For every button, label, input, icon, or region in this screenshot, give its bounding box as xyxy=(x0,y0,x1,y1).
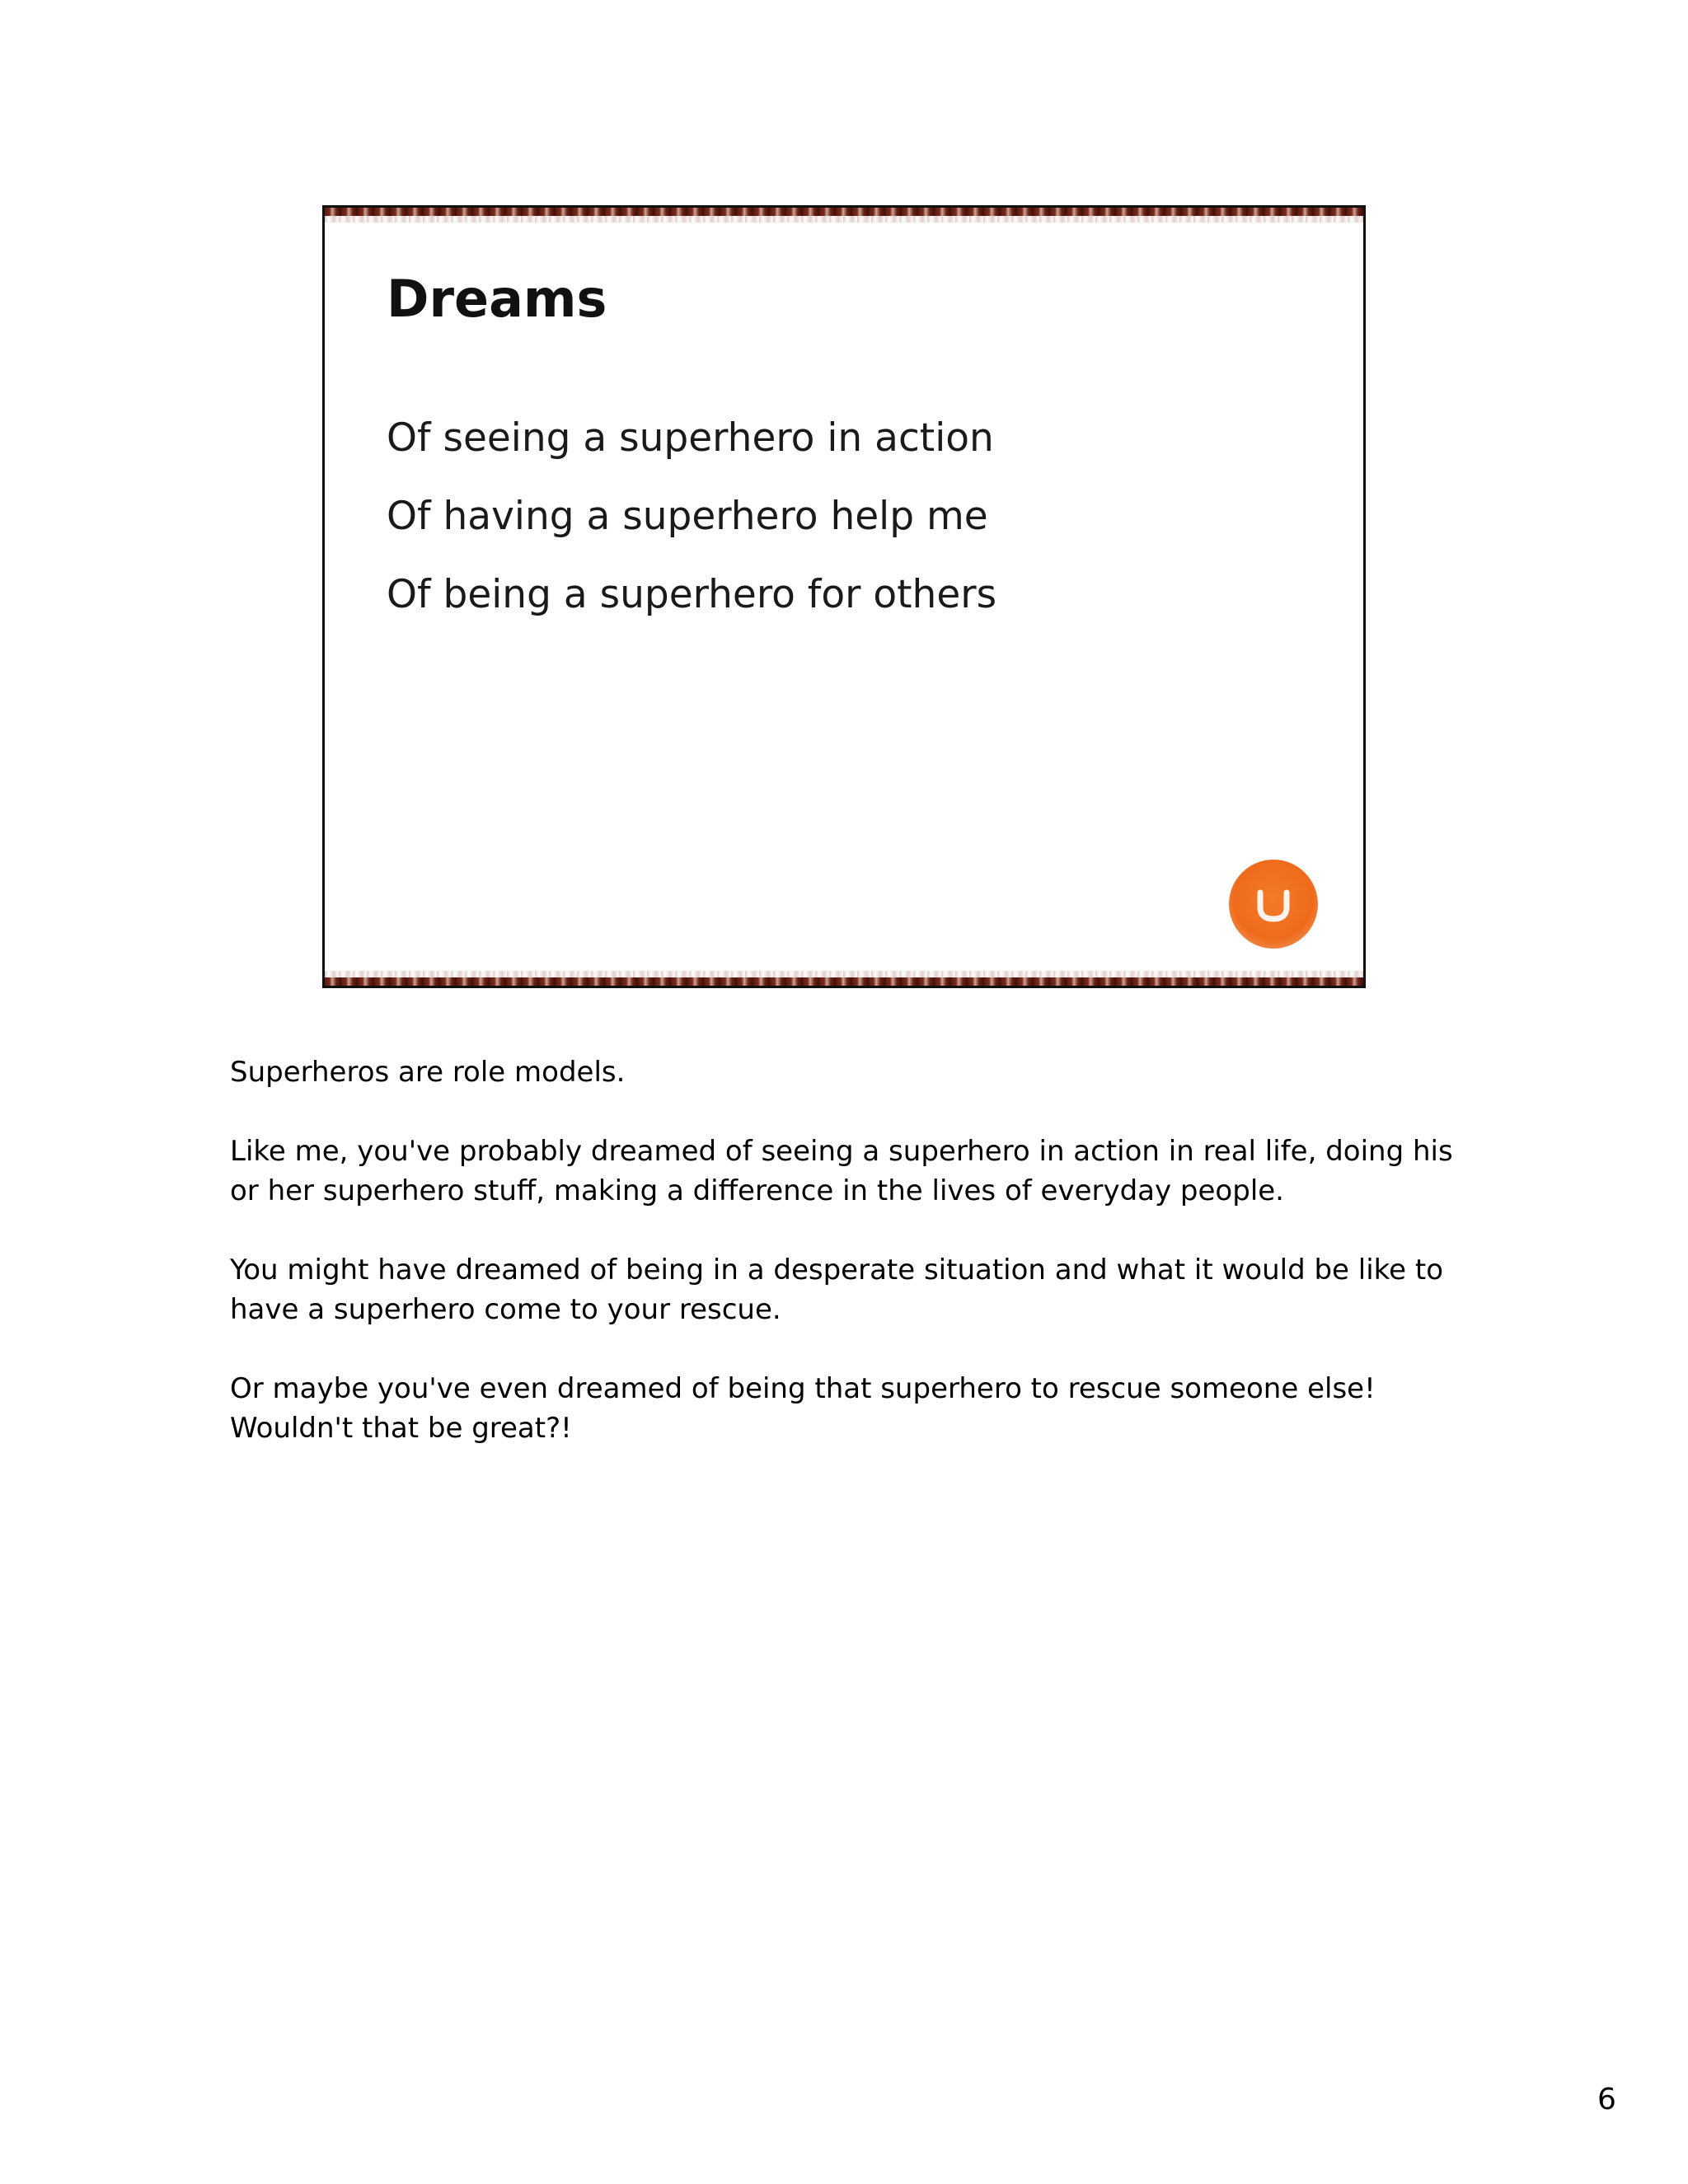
notes-paragraph: You might have dreamed of being in a desperate situation and what it would be like to have a superhero come to your rescue. xyxy=(230,1254,1443,1326)
smile-logo-icon xyxy=(1229,860,1318,949)
speaker-notes xyxy=(230,1052,1466,1488)
notes-paragraph: Superheros are role models. xyxy=(230,1056,626,1089)
slide-bottom-border xyxy=(325,977,1363,986)
slide-title: Dreams xyxy=(387,269,607,329)
slide-bullet-list xyxy=(387,399,996,634)
slide-bullet: Of having a superhero help me xyxy=(387,494,988,539)
slide-top-border xyxy=(325,208,1363,216)
notes-paragraph: Like me, you've probably dreamed of seeing a superhero in action in real life, doing his or her superhero stuff, making a difference in the lives of everyday people. xyxy=(230,1135,1453,1207)
notes-paragraph: Or maybe you've even dreamed of being that superhero to rescue someone else! Wouldn't that be great?! xyxy=(230,1372,1376,1445)
page-number: 6 xyxy=(1597,2083,1616,2116)
slide-bullet: Of seeing a superhero in action xyxy=(387,415,994,461)
slide-bullet: Of being a superhero for others xyxy=(387,572,997,617)
slide-thumbnail xyxy=(322,205,1366,988)
